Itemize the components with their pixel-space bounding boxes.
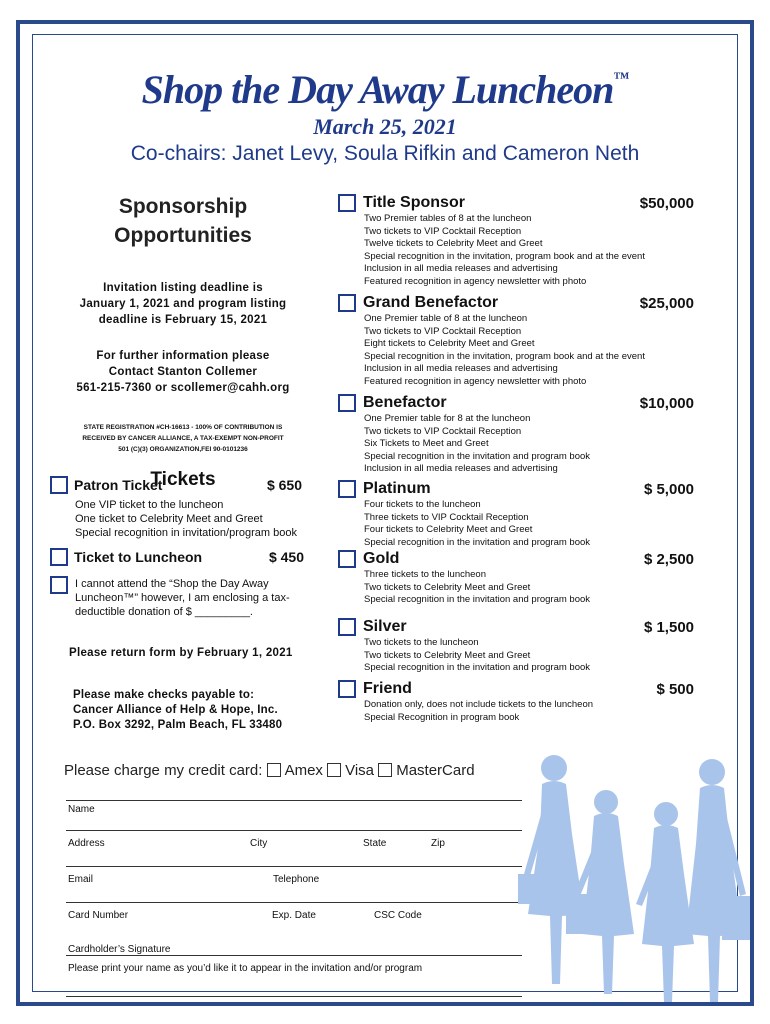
donation-amount-line[interactable]: deductible donation of $ _________. <box>75 606 253 618</box>
email-field[interactable] <box>66 866 522 867</box>
tier-benefit-item: Inclusion in all media releases and advertising <box>364 463 558 474</box>
signature-label: Cardholder’s Signature <box>68 944 171 955</box>
tier-benefit-item: Two tickets to VIP Cocktail Reception <box>364 425 522 437</box>
deadline-text: Invitation listing deadline is January 1, 2021 and program listing deadline is February 15, 2021 <box>79 282 287 326</box>
tier-price: $ 5,000 <box>643 480 694 498</box>
telephone-label: Telephone <box>273 874 320 885</box>
tier-benefit-item: Two Premier tables of 8 at the luncheon <box>364 213 532 224</box>
tier-checkbox[interactable] <box>338 294 356 312</box>
mastercard-label: MasterCard <box>396 762 475 779</box>
return-deadline: Please return form by February 1, 2021 <box>69 647 293 659</box>
tier-benefit-item: Special recognition in the invitation and program book <box>364 594 591 605</box>
left-column <box>48 190 318 491</box>
tier-name: Silver <box>363 618 407 635</box>
tier-price: $50,000 <box>639 194 694 212</box>
tier-benefit-item: Two tickets to the luncheon <box>364 637 479 648</box>
tier-price: $25,000 <box>639 294 694 312</box>
page-title: Shop the Day Away Luncheon™ <box>141 67 629 112</box>
checks-payable: Please make checks payable to: Cancer Alliance of Help & Hope, Inc. P.O. Box 3292, Palm Beach, FL 33480 <box>73 689 283 731</box>
luncheon-ticket-price: $ 450 <box>268 549 304 565</box>
print-name-label: Please print your name as you’d like it to appear in the invitation and/or program <box>68 963 423 974</box>
csc-code-label: CSC Code <box>374 910 422 921</box>
tier-benefit-item: Six Tickets to Meet and Greet <box>364 438 489 449</box>
tier-benefit-item: Four tickets to the luncheon <box>364 499 481 510</box>
tickets-heading: Tickets <box>150 469 216 490</box>
exp-date-label: Exp. Date <box>272 910 316 921</box>
tier-benefit-item: Inclusion in all media releases and advertising <box>364 263 558 274</box>
amex-label: Amex <box>284 762 323 779</box>
tier-price: $10,000 <box>639 394 694 412</box>
tier-benefit-item: Two tickets to VIP Cocktail Reception <box>364 225 522 237</box>
patron-ticket-checkbox[interactable] <box>50 476 68 494</box>
patron-ticket-price: $ 650 <box>266 477 302 493</box>
tier-checkbox[interactable] <box>338 550 356 568</box>
print-name-field[interactable] <box>66 996 522 997</box>
tier-price: $ 1,500 <box>643 618 694 636</box>
zip-label: Zip <box>431 838 445 849</box>
tier-name: Friend <box>363 680 412 697</box>
tier-benefit-item: Special recognition in the invitation and program book <box>364 536 591 548</box>
tier-benefit-item: One Premier table of 8 at the luncheon <box>364 313 528 324</box>
tier-benefits <box>364 313 694 388</box>
luncheon-ticket-checkbox[interactable] <box>50 548 68 566</box>
tier-benefit-item: Special recognition in the invitation, program book and at the event <box>364 250 645 262</box>
tier-checkbox[interactable] <box>338 680 356 698</box>
tier-benefit-item: Special recognition in the invitation and program book <box>364 662 591 673</box>
tier-price: $ 2,500 <box>643 550 694 568</box>
sponsorship-heading: Sponsorship Opportunities <box>114 195 252 247</box>
tier-friend <box>338 680 694 724</box>
visa-checkbox[interactable] <box>327 763 341 777</box>
tier-benefit-item: Special Recognition in program book <box>364 711 520 723</box>
patron-ticket-label: Patron Ticket <box>74 477 163 493</box>
tier-title-sponsor <box>338 194 694 288</box>
tier-benefit-item: Three tickets to VIP Cocktail Reception <box>364 511 529 523</box>
tier-checkbox[interactable] <box>338 480 356 498</box>
tier-name: Title Sponsor <box>363 194 465 211</box>
tier-benefit-item: Three tickets to the luncheon <box>364 569 486 580</box>
tier-gold <box>338 550 694 607</box>
tier-price: $ 500 <box>656 680 694 698</box>
tier-benefit-item: One Premier table for 8 at the luncheon <box>364 413 531 424</box>
tier-benefits <box>364 699 694 724</box>
tier-benefit-item: Eight tickets to Celebrity Meet and Greet <box>364 338 535 349</box>
tier-benefit-item: Four tickets to Celebrity Meet and Greet <box>364 524 533 535</box>
tier-benefit-item: Donation only, does not include tickets to the luncheon <box>364 699 594 710</box>
tier-grand-benefactor <box>338 294 694 388</box>
tier-benefits <box>364 213 694 288</box>
tier-benefit-item: Two tickets to Celebrity Meet and Greet <box>364 649 531 661</box>
tier-name: Platinum <box>363 480 431 497</box>
tier-benefits <box>364 499 694 549</box>
tier-benefit-item: Special recognition in the invitation, program book and at the event <box>364 350 645 362</box>
name-label: Name <box>68 804 95 815</box>
tier-benefit-item: Two tickets to Celebrity Meet and Greet <box>364 581 531 593</box>
tier-benefit-item: Featured recognition in agency newsletter with photo <box>364 375 587 387</box>
tier-benefit-item: Twelve tickets to Celebrity Meet and Greet <box>364 238 543 249</box>
tier-name: Benefactor <box>363 394 447 411</box>
tier-benefits <box>364 637 694 675</box>
name-field[interactable] <box>66 800 522 801</box>
city-label: City <box>250 838 268 849</box>
tier-benefit-item: Two tickets to VIP Cocktail Reception <box>364 325 522 337</box>
donation-checkbox[interactable] <box>50 576 68 594</box>
tier-benefactor <box>338 394 694 476</box>
luncheon-ticket-label: Ticket to Luncheon <box>74 549 203 565</box>
amex-checkbox[interactable] <box>267 763 281 777</box>
email-label: Email <box>68 874 94 885</box>
tier-benefit-item: Inclusion in all media releases and advertising <box>364 363 558 374</box>
tier-checkbox[interactable] <box>338 394 356 412</box>
tier-checkbox[interactable] <box>338 618 356 636</box>
tier-benefit-item: Featured recognition in agency newsletter with photo <box>364 275 587 287</box>
card-number-label: Card Number <box>68 910 129 921</box>
patron-ticket: Patron Ticket $ 650 One VIP ticket to the luncheon One ticket to Celebrity Meet and Greet Special recognition in invitation/program book <box>50 476 302 540</box>
donation-option: I cannot attend the “Shop the Day Away Luncheon™” however, I am enclosing a tax- deductible donation of $ _________. <box>50 576 312 619</box>
event-date: March 25, 2021 <box>313 114 457 139</box>
credit-card-prompt: Please charge my credit card: Amex Visa MasterCard <box>64 762 475 779</box>
mastercard-checkbox[interactable] <box>378 763 392 777</box>
cochairs: Co-chairs: Janet Levy, Soula Rifkin and Cameron Neth <box>130 142 640 165</box>
card-number-field[interactable] <box>66 902 522 903</box>
signature-field[interactable] <box>66 955 522 956</box>
tier-silver <box>338 618 694 675</box>
tier-name: Gold <box>363 550 400 567</box>
tier-name: Grand Benefactor <box>363 294 499 311</box>
luncheon-ticket <box>50 548 304 566</box>
contact-info: For further information please Contact Stanton Collemer 561-215-7360 or scollemer@cahh.org <box>76 350 290 394</box>
tier-checkbox[interactable] <box>338 194 356 212</box>
tier-benefits <box>364 569 694 607</box>
address-field[interactable] <box>66 830 522 831</box>
visa-label: Visa <box>345 762 375 779</box>
trademark: ™ <box>613 70 629 87</box>
shopping-women-silhouettes-image <box>516 744 752 1006</box>
tier-benefits <box>364 413 694 476</box>
state-registration: STATE REGISTRATION #CH-16613 - 100% OF CONTRIBUTION IS RECEIVED BY CANCER ALLIANCE, A TAX-EXEMPT NON-PROFIT 501 (C)(3) ORGANIZATION,FEI 90-0101236 <box>82 424 284 453</box>
state-label: State <box>363 838 387 849</box>
tier-platinum <box>338 480 694 549</box>
tier-benefit-item: Special recognition in the invitation and program book <box>364 450 591 462</box>
address-label: Address <box>68 838 105 849</box>
